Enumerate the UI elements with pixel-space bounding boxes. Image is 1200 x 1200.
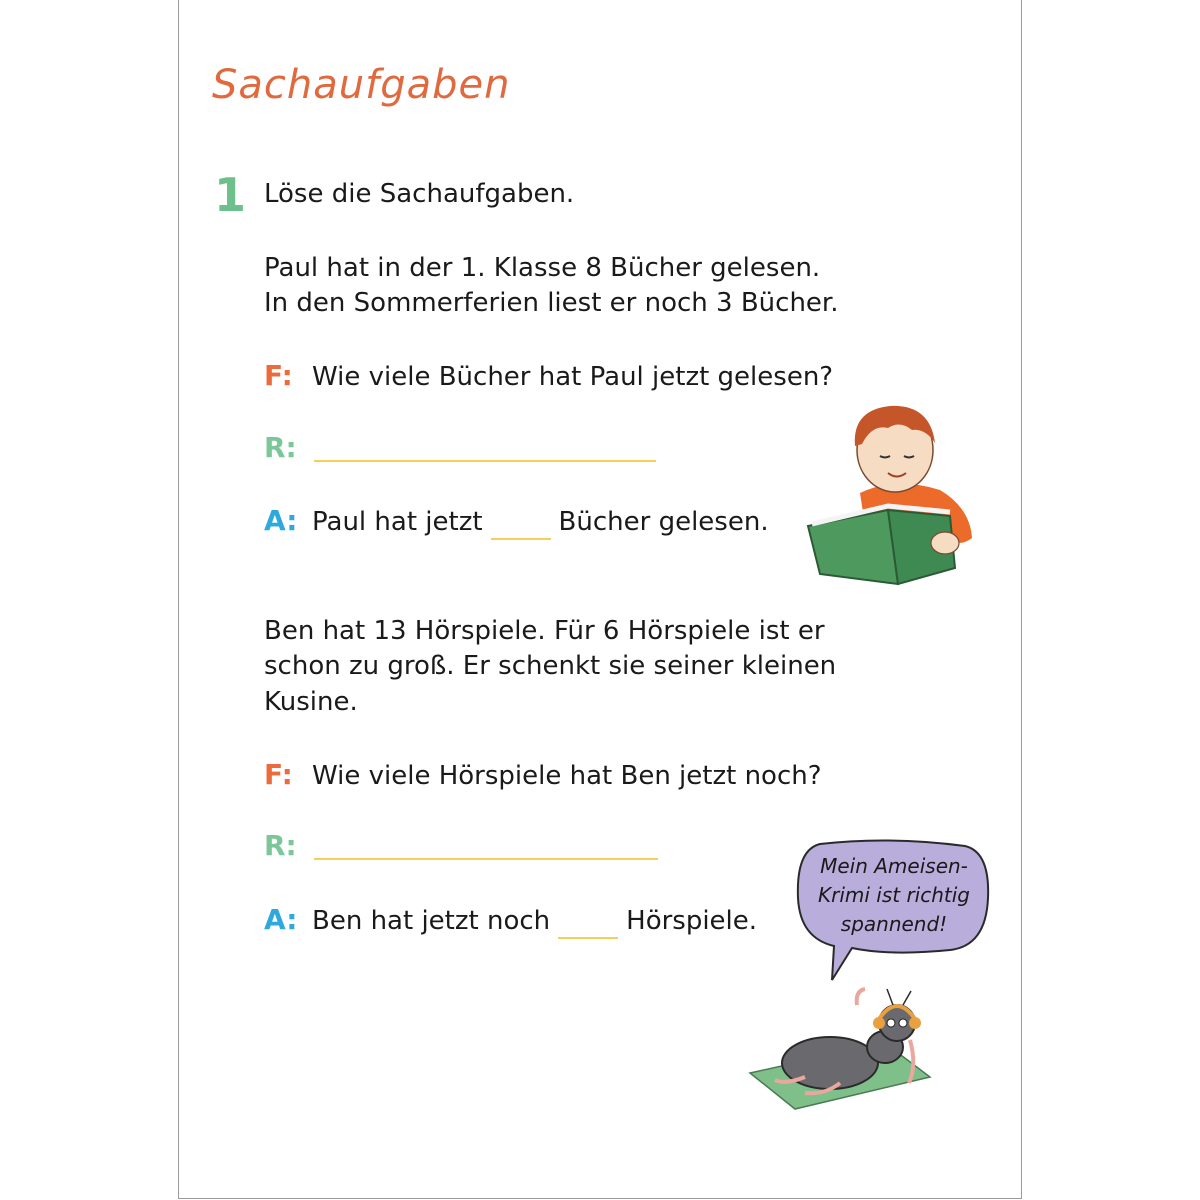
problem1-answer-blank[interactable] [491, 512, 551, 540]
problem1-answer-row [264, 503, 769, 540]
problem2-text-line2: schon zu groß. Er schenkt sie seiner kleinen [264, 651, 837, 681]
page-title: Sachaufgaben [212, 62, 511, 108]
bubble-line2: Krimi ist richtig [817, 883, 970, 907]
problem1-question: Wie viele Bücher hat Paul jetzt gelesen? [312, 362, 834, 392]
speech-bubble-text [806, 852, 982, 939]
problem2-answer-row [264, 902, 757, 939]
problem1-answer-before: Paul hat jetzt [312, 507, 483, 537]
problem1-text-line2: In den Sommerferien liest er noch 3 Bücher. [264, 288, 839, 318]
problem2-calculation-field[interactable] [314, 858, 658, 860]
problem2-answer-after: Hörspiele. [626, 906, 758, 936]
question-label: F: [264, 359, 293, 392]
bubble-line1: Mein Ameisen- [820, 854, 968, 878]
problem1-calculation-field[interactable] [314, 460, 656, 462]
problem2-text-line3: Kusine. [264, 687, 358, 717]
task-instruction: Löse die Sachaufgaben. [264, 179, 575, 209]
problem2-calculation-row [264, 828, 312, 865]
problem1-text-line1: Paul hat in der 1. Klasse 8 Bücher gelesen. [264, 253, 821, 283]
problem2-question: Wie viele Hörspiele hat Ben jetzt noch? [312, 761, 822, 791]
answer-label: A: [264, 504, 298, 537]
bubble-line3: spannend! [840, 912, 948, 936]
ant-reading-illustration [745, 985, 945, 1115]
problem2-answer-blank[interactable] [558, 911, 618, 939]
problem2-text-line1: Ben hat 13 Hörspiele. Für 6 Hörspiele ist er [264, 616, 825, 646]
boy-reading-illustration [800, 398, 990, 593]
problem2-answer-before: Ben hat jetzt noch [312, 906, 551, 936]
problem2-question-row [264, 757, 822, 794]
question-label: F: [264, 758, 293, 791]
task-number: 1 [214, 168, 247, 222]
problem1-calculation-row [264, 430, 312, 467]
calculation-label: R: [264, 829, 297, 862]
problem1-question-row [264, 358, 833, 395]
answer-label: A: [264, 903, 298, 936]
problem1-answer-after: Bücher gelesen. [558, 507, 769, 537]
calculation-label: R: [264, 431, 297, 464]
